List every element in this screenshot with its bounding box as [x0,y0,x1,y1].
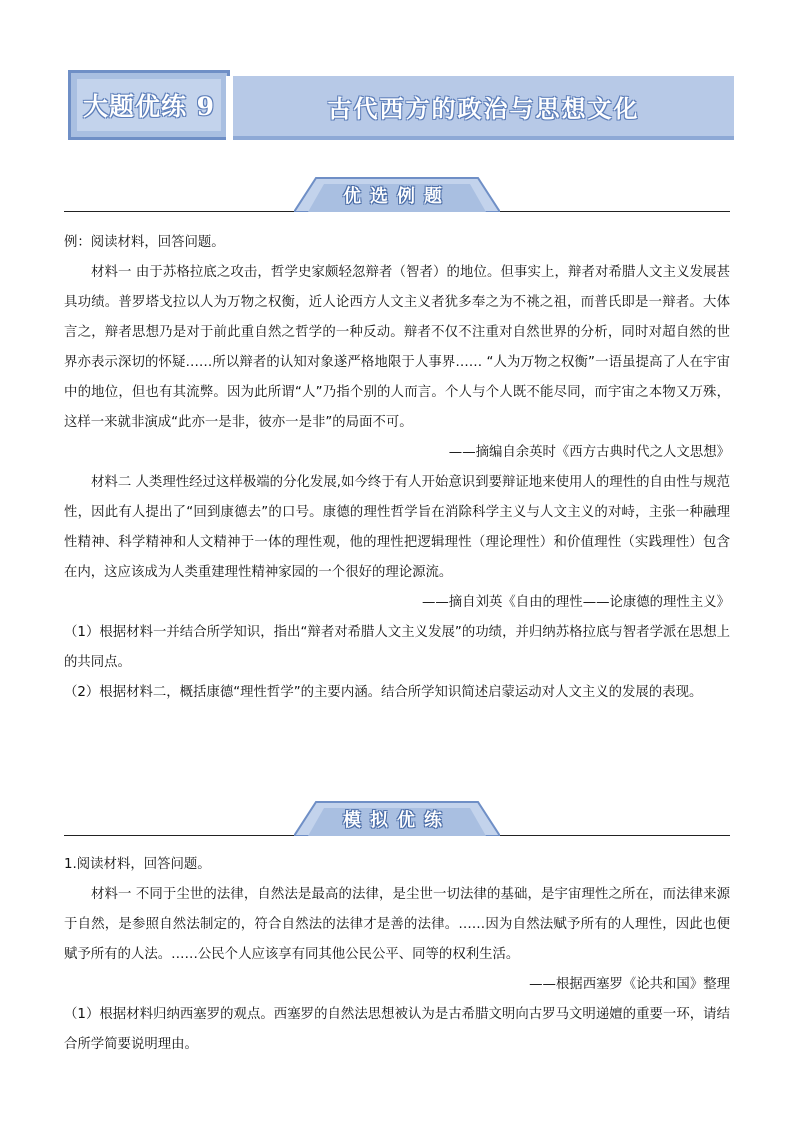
section-tab [294,798,500,836]
section-label: 优选例题 [343,186,451,207]
topic-title-box [233,76,734,140]
example-question-2: （2）根据材料二，概括康德“理性哲学”的主要内涵。结合所学知识简述启蒙运动对人文主义的发展的表现。 [64,685,703,700]
section-header-examples [64,172,730,212]
header-banner [68,70,734,142]
practice-source-1: ——根据西塞罗《论共和国》整理 [529,977,730,992]
example-source-2: ——摘自刘英《自由的理性——论康德的理性主义》 [422,595,730,610]
section-label: 模拟优练 [343,810,451,831]
example-source-1: ——摘编自余英时《西方古典时代之人文思想》 [448,445,730,460]
example-material-2: 材料二 人类理性经过这样极端的分化发展,如今终于有人开始意识到要辩证地来使用人的理性的自由性与规范性，因此有人提出了“回到康德去”的口号。康德的理性哲学旨在消除科学主义与人文主义的对峙，主张一种融理性精神、科学精神和人文精神于一体的理性观，他的理性把逻辑理性（理论理性）和价值理性（实践理性）包含在内，这应该成为人类重建理性精神家园的一个很好的理论源流。 [64,475,730,580]
topic-title: 古代西方的政治与思想文化 [327,93,640,123]
practice-block [64,850,730,1060]
example-intro: 例：阅读材料，回答问题。 [64,235,225,250]
example-block [64,228,730,708]
example-material-1: 材料一 由于苏格拉底之攻击，哲学史家颇轻忽辩者（智者）的地位。但事实上，辩者对希腊人文主义发展甚具功绩。普罗塔戈拉以人为万物之权衡，近人论西方人文主义者犹多奉之为不祧之祖，而普氏即是一辩者。大体言之，辩者思想乃是对于前此重自然之哲学的一种反动。辩者不仅不注重对自然世界的分析，同时对超自然的世界亦表示深切的怀疑……所以辩者的认知对象遂严格地限于人事界…… “人为万物之权衡”一语虽提高了人在宇宙中的地位，但也有其流弊。因为此所谓“人”乃指个别的人而言。个人与个人既不能尽同，而宇宙之本物又万殊，这样一来就非演成“此亦一是非，彼亦一是非”的局面不可。 [64,265,730,430]
example-question-1: （1）根据材料一并结合所学知识，指出“辩者对希腊人文主义发展”的功绩，并归纳苏格拉底与智者学派在思想上的共同点。 [64,625,730,670]
section-tab [294,174,500,212]
practice-material-1: 材料一 不同于尘世的法律，自然法是最高的法律，是尘世一切法律的基础，是宇宙理性之所在，而法律来源于自然，是参照自然法制定的，符合自然法的法律才是善的法律。……因为自然法赋予所有的人理性，因此也便赋予所有的人法。……公民个人应该享有同其他公民公平、同等的权利生活。 [64,887,730,962]
lesson-number-box [68,70,230,140]
practice-intro: 1.阅读材料，回答问题。 [64,857,211,872]
lesson-number-title: 大题优练 9 [82,92,216,121]
section-header-practice [64,796,730,836]
practice-question-1: （1）根据材料归纳西塞罗的观点。西塞罗的自然法思想被认为是古希腊文明向古罗马文明递嬗的重要一环，请结合所学简要说明理由。 [64,1007,730,1052]
